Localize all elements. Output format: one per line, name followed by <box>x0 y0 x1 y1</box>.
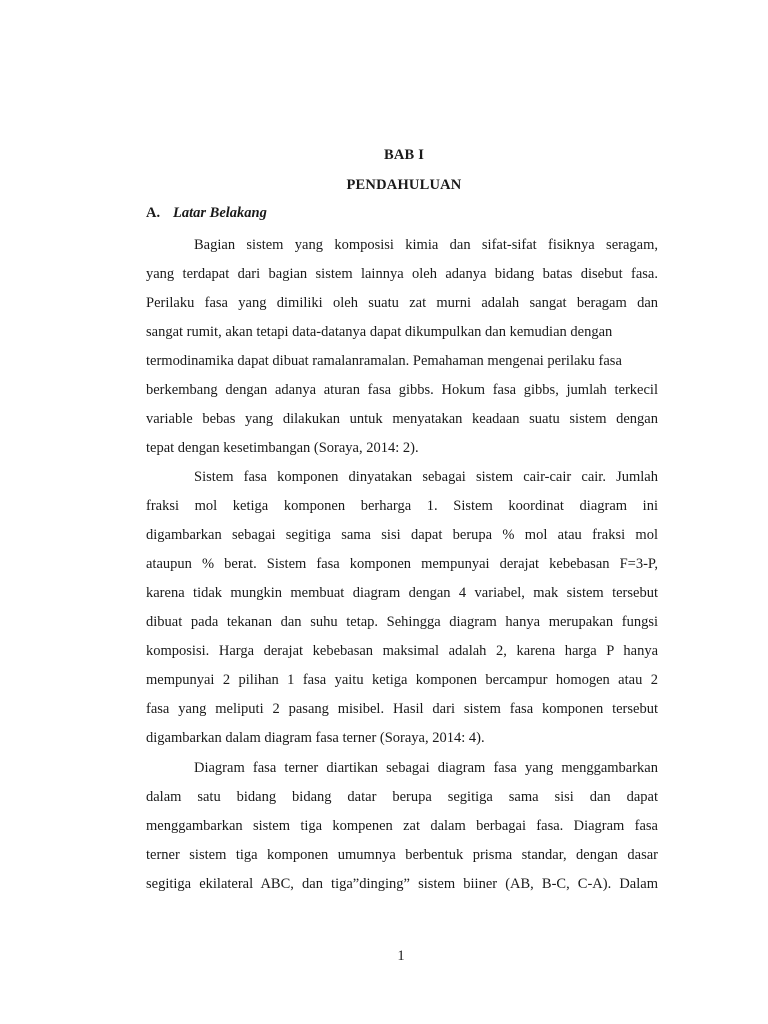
paragraph-line: termodinamika dapat dibuat ramalanramalan. Pemahaman mengenai perilaku fasa <box>146 353 622 369</box>
paragraph-line: komposisi. Harga derajat kebebasan maksimal adalah 2, karena harga P hanya <box>146 643 658 659</box>
paragraph-line: segitiga ekilateral ABC, dan tiga”dinging” sistem biiner (AB, B-C, C-A). Dalam <box>146 876 658 892</box>
paragraph-line: Diagram fasa terner diartikan sebagai diagram fasa yang menggambarkan <box>194 760 658 776</box>
paragraph-line: variable bebas yang dilakukan untuk menyatakan keadaan suatu sistem dengan <box>146 411 658 427</box>
paragraph-line: Bagian sistem yang komposisi kimia dan sifat-sifat fisiknya seragam, <box>194 237 658 253</box>
page-number: 1 <box>397 948 405 964</box>
paragraph-line: mempunyai 2 pilihan 1 fasa yaitu ketiga komponen bercampur homogen atau 2 <box>146 672 658 688</box>
paragraph-line: sangat rumit, akan tetapi data-datanya dapat dikumpulkan dan kemudian dengan <box>146 324 613 340</box>
paragraph-line: tepat dengan kesetimbangan (Soraya, 2014: 2). <box>146 440 419 456</box>
section-title: Latar Belakang <box>173 205 267 221</box>
paragraph-line: yang terdapat dari bagian sistem lainnya oleh adanya bidang batas disebut fasa. <box>146 266 658 282</box>
paragraph-line: berkembang dengan adanya aturan fasa gibbs. Hokum fasa gibbs, jumlah terkecil <box>146 382 658 398</box>
section-number: A. <box>146 205 161 221</box>
section-heading <box>146 205 267 222</box>
paragraph-line: digambarkan sebagai segitiga sama sisi dapat berupa % mol atau fraksi mol <box>146 527 658 543</box>
paragraph-line: menggambarkan sistem tiga kompenen zat dalam berbagai fasa. Diagram fasa <box>146 818 658 834</box>
paragraph-line: fraksi mol ketiga komponen berharga 1. Sistem koordinat diagram ini <box>146 498 658 514</box>
paragraph-line: dibuat pada tekanan dan suhu tetap. Sehingga diagram hanya merupakan fungsi <box>146 614 658 630</box>
paragraph-line: Sistem fasa komponen dinyatakan sebagai sistem cair-cair cair. Jumlah <box>194 469 658 485</box>
chapter-title: PENDAHULUAN <box>346 177 462 193</box>
paragraph-line: karena tidak mungkin membuat diagram dengan 4 variabel, mak sistem tersebut <box>146 585 658 601</box>
chapter-heading: BAB I <box>383 147 425 163</box>
paragraph-line: fasa yang meliputi 2 pasang misibel. Hasil dari sistem fasa komponen tersebut <box>146 701 658 717</box>
paragraph-line: terner sistem tiga komponen umumnya berbentuk prisma standar, dengan dasar <box>146 847 658 863</box>
paragraph-line: digambarkan dalam diagram fasa terner (Soraya, 2014: 4). <box>146 730 485 746</box>
paragraph-line: ataupun % berat. Sistem fasa komponen mempunyai derajat kebebasan F=3-P, <box>146 556 658 572</box>
paragraph-line: dalam satu bidang bidang datar berupa segitiga sama sisi dan dapat <box>146 789 658 805</box>
paragraph-line: Perilaku fasa yang dimiliki oleh suatu zat murni adalah sangat beragam dan <box>146 295 658 311</box>
